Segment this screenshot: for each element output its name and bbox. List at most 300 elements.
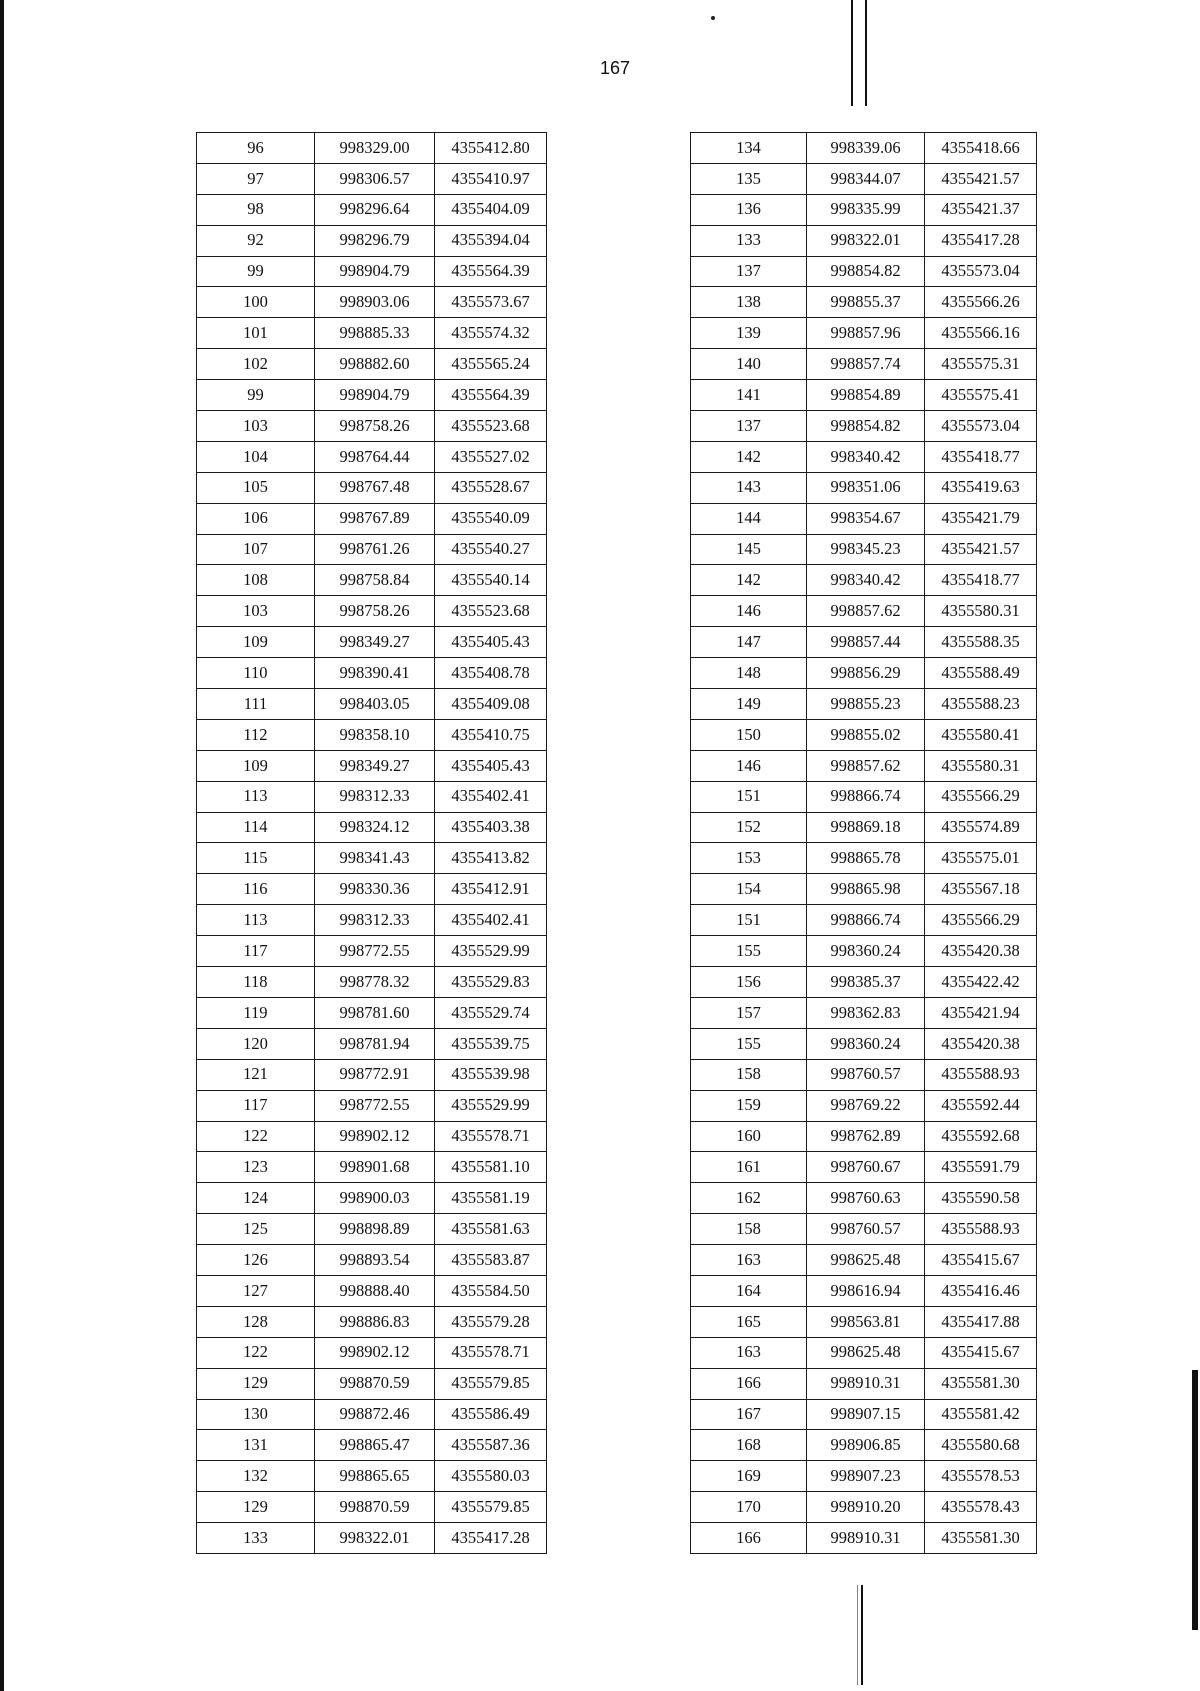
x-coordinate-cell: 998322.01	[807, 225, 925, 256]
x-coordinate-cell: 998322.01	[315, 1523, 435, 1554]
y-coordinate-cell: 4355591.79	[925, 1152, 1037, 1183]
y-coordinate-cell: 4355417.28	[435, 1523, 547, 1554]
point-id-cell: 142	[691, 565, 807, 596]
point-id-cell: 146	[691, 596, 807, 627]
point-id-cell: 101	[197, 318, 315, 349]
table-row	[197, 1059, 547, 1090]
table-row	[197, 503, 547, 534]
point-id-cell: 142	[691, 441, 807, 472]
y-coordinate-cell: 4355394.04	[435, 225, 547, 256]
point-id-cell: 127	[197, 1275, 315, 1306]
table-row	[691, 596, 1037, 627]
table-row	[691, 503, 1037, 534]
x-coordinate-cell: 998904.79	[315, 256, 435, 287]
point-id-cell: 130	[197, 1399, 315, 1430]
y-coordinate-cell: 4355416.46	[925, 1275, 1037, 1306]
x-coordinate-cell: 998781.94	[315, 1028, 435, 1059]
x-coordinate-cell: 998351.06	[807, 472, 925, 503]
table-row	[691, 627, 1037, 658]
table-row	[197, 812, 547, 843]
point-id-cell: 108	[197, 565, 315, 596]
y-coordinate-cell: 4355402.41	[435, 781, 547, 812]
point-id-cell: 145	[691, 534, 807, 565]
y-coordinate-cell: 4355578.71	[435, 1121, 547, 1152]
y-coordinate-cell: 4355581.30	[925, 1523, 1037, 1554]
x-coordinate-cell: 998885.33	[315, 318, 435, 349]
point-id-cell: 117	[197, 936, 315, 967]
table-row	[691, 194, 1037, 225]
table-row	[197, 874, 547, 905]
point-id-cell: 92	[197, 225, 315, 256]
x-coordinate-cell: 998856.29	[807, 658, 925, 689]
table-row	[691, 1492, 1037, 1523]
table-row	[691, 565, 1037, 596]
x-coordinate-cell: 998900.03	[315, 1183, 435, 1214]
point-id-cell: 97	[197, 163, 315, 194]
y-coordinate-cell: 4355564.39	[435, 256, 547, 287]
point-id-cell: 161	[691, 1152, 807, 1183]
table-row	[197, 596, 547, 627]
y-coordinate-cell: 4355588.49	[925, 658, 1037, 689]
table-row	[691, 1183, 1037, 1214]
y-coordinate-cell: 4355579.28	[435, 1306, 547, 1337]
y-coordinate-cell: 4355581.42	[925, 1399, 1037, 1430]
point-id-cell: 135	[691, 163, 807, 194]
point-id-cell: 114	[197, 812, 315, 843]
y-coordinate-cell: 4355575.01	[925, 843, 1037, 874]
point-id-cell: 169	[691, 1461, 807, 1492]
x-coordinate-cell: 998857.44	[807, 627, 925, 658]
table-row	[691, 658, 1037, 689]
y-coordinate-cell: 4355527.02	[435, 441, 547, 472]
table-row	[691, 380, 1037, 411]
table-row	[691, 1523, 1037, 1554]
y-coordinate-cell: 4355523.68	[435, 596, 547, 627]
x-coordinate-cell: 998781.60	[315, 997, 435, 1028]
point-id-cell: 167	[691, 1399, 807, 1430]
x-coordinate-cell: 998886.83	[315, 1306, 435, 1337]
table-row	[197, 1121, 547, 1152]
point-id-cell: 164	[691, 1275, 807, 1306]
y-coordinate-cell: 4355539.75	[435, 1028, 547, 1059]
y-coordinate-cell: 4355580.41	[925, 719, 1037, 750]
table-row	[197, 380, 547, 411]
table-row	[197, 225, 547, 256]
point-id-cell: 158	[691, 1214, 807, 1245]
y-coordinate-cell: 4355583.87	[435, 1245, 547, 1276]
point-id-cell: 163	[691, 1337, 807, 1368]
point-id-cell: 102	[197, 349, 315, 380]
x-coordinate-cell: 998758.26	[315, 411, 435, 442]
table-row	[691, 534, 1037, 565]
table-row	[691, 719, 1037, 750]
y-coordinate-cell: 4355418.66	[925, 133, 1037, 164]
x-coordinate-cell: 998762.89	[807, 1121, 925, 1152]
table-row	[197, 349, 547, 380]
point-id-cell: 109	[197, 750, 315, 781]
y-coordinate-cell: 4355575.41	[925, 380, 1037, 411]
table-row	[691, 1430, 1037, 1461]
x-coordinate-cell: 998866.74	[807, 781, 925, 812]
point-id-cell: 112	[197, 719, 315, 750]
x-coordinate-cell: 998901.68	[315, 1152, 435, 1183]
point-id-cell: 99	[197, 256, 315, 287]
y-coordinate-cell: 4355421.79	[925, 503, 1037, 534]
y-coordinate-cell: 4355410.75	[435, 719, 547, 750]
x-coordinate-cell: 998390.41	[315, 658, 435, 689]
scan-fold-line-bottom	[861, 1585, 863, 1685]
y-coordinate-cell: 4355564.39	[435, 380, 547, 411]
x-coordinate-cell: 998772.55	[315, 936, 435, 967]
y-coordinate-cell: 4355566.29	[925, 781, 1037, 812]
y-coordinate-cell: 4355405.43	[435, 750, 547, 781]
x-coordinate-cell: 998857.96	[807, 318, 925, 349]
y-coordinate-cell: 4355540.14	[435, 565, 547, 596]
y-coordinate-cell: 4355578.71	[435, 1337, 547, 1368]
point-id-cell: 121	[197, 1059, 315, 1090]
x-coordinate-cell: 998902.12	[315, 1337, 435, 1368]
point-id-cell: 146	[691, 750, 807, 781]
y-coordinate-cell: 4355405.43	[435, 627, 547, 658]
table-row	[197, 627, 547, 658]
point-id-cell: 157	[691, 997, 807, 1028]
point-id-cell: 137	[691, 256, 807, 287]
x-coordinate-cell: 998758.26	[315, 596, 435, 627]
table-row	[197, 936, 547, 967]
y-coordinate-cell: 4355529.83	[435, 967, 547, 998]
table-row	[691, 318, 1037, 349]
y-coordinate-cell: 4355523.68	[435, 411, 547, 442]
point-id-cell: 141	[691, 380, 807, 411]
point-id-cell: 99	[197, 380, 315, 411]
point-id-cell: 128	[197, 1306, 315, 1337]
y-coordinate-cell: 4355566.29	[925, 905, 1037, 936]
x-coordinate-cell: 998870.59	[315, 1492, 435, 1523]
y-coordinate-cell: 4355566.16	[925, 318, 1037, 349]
table-row	[197, 750, 547, 781]
point-id-cell: 158	[691, 1059, 807, 1090]
point-id-cell: 132	[197, 1461, 315, 1492]
table-row	[197, 689, 547, 720]
x-coordinate-cell: 998625.48	[807, 1245, 925, 1276]
y-coordinate-cell: 4355413.82	[435, 843, 547, 874]
x-coordinate-cell: 998855.23	[807, 689, 925, 720]
table-row	[197, 1214, 547, 1245]
y-coordinate-cell: 4355402.41	[435, 905, 547, 936]
x-coordinate-cell: 998403.05	[315, 689, 435, 720]
y-coordinate-cell: 4355417.88	[925, 1306, 1037, 1337]
x-coordinate-cell: 998312.33	[315, 781, 435, 812]
x-coordinate-cell: 998341.43	[315, 843, 435, 874]
x-coordinate-cell: 998329.00	[315, 133, 435, 164]
y-coordinate-cell: 4355581.19	[435, 1183, 547, 1214]
y-coordinate-cell: 4355581.30	[925, 1368, 1037, 1399]
point-id-cell: 151	[691, 905, 807, 936]
table-row	[197, 719, 547, 750]
y-coordinate-cell: 4355588.93	[925, 1059, 1037, 1090]
coordinates-table-left	[196, 132, 547, 1554]
point-id-cell: 105	[197, 472, 315, 503]
x-coordinate-cell: 998767.89	[315, 503, 435, 534]
y-coordinate-cell: 4355579.85	[435, 1492, 547, 1523]
x-coordinate-cell: 998854.89	[807, 380, 925, 411]
x-coordinate-cell: 998340.42	[807, 441, 925, 472]
point-id-cell: 106	[197, 503, 315, 534]
x-coordinate-cell: 998335.99	[807, 194, 925, 225]
table-row	[691, 441, 1037, 472]
table-row	[197, 1275, 547, 1306]
x-coordinate-cell: 998865.47	[315, 1430, 435, 1461]
table-row	[691, 472, 1037, 503]
x-coordinate-cell: 998855.37	[807, 287, 925, 318]
table-row	[197, 287, 547, 318]
point-id-cell: 113	[197, 905, 315, 936]
table-row	[691, 349, 1037, 380]
table-row	[197, 967, 547, 998]
x-coordinate-cell: 998855.02	[807, 719, 925, 750]
point-id-cell: 143	[691, 472, 807, 503]
scan-fold-line-top	[851, 0, 853, 106]
y-coordinate-cell: 4355419.63	[925, 472, 1037, 503]
y-coordinate-cell: 4355421.57	[925, 534, 1037, 565]
y-coordinate-cell: 4355580.03	[435, 1461, 547, 1492]
point-id-cell: 118	[197, 967, 315, 998]
table-row	[691, 689, 1037, 720]
table-row	[197, 1152, 547, 1183]
point-id-cell: 165	[691, 1306, 807, 1337]
y-coordinate-cell: 4355410.97	[435, 163, 547, 194]
x-coordinate-cell: 998907.23	[807, 1461, 925, 1492]
point-id-cell: 119	[197, 997, 315, 1028]
x-coordinate-cell: 998330.36	[315, 874, 435, 905]
table-row	[691, 905, 1037, 936]
point-id-cell: 110	[197, 658, 315, 689]
table-row	[197, 534, 547, 565]
table-row	[691, 812, 1037, 843]
y-coordinate-cell: 4355587.36	[435, 1430, 547, 1461]
table-row	[691, 1152, 1037, 1183]
y-coordinate-cell: 4355573.04	[925, 411, 1037, 442]
point-id-cell: 96	[197, 133, 315, 164]
scan-fold-line-bottom-2	[857, 1585, 858, 1685]
point-id-cell: 138	[691, 287, 807, 318]
point-id-cell: 111	[197, 689, 315, 720]
table-row	[197, 658, 547, 689]
point-id-cell: 107	[197, 534, 315, 565]
y-coordinate-cell: 4355590.58	[925, 1183, 1037, 1214]
table-row	[691, 997, 1037, 1028]
y-coordinate-cell: 4355565.24	[435, 349, 547, 380]
point-id-cell: 148	[691, 658, 807, 689]
point-id-cell: 140	[691, 349, 807, 380]
y-coordinate-cell: 4355403.38	[435, 812, 547, 843]
x-coordinate-cell: 998625.48	[807, 1337, 925, 1368]
y-coordinate-cell: 4355404.09	[435, 194, 547, 225]
x-coordinate-cell: 998893.54	[315, 1245, 435, 1276]
x-coordinate-cell: 998360.24	[807, 1028, 925, 1059]
table-row	[691, 750, 1037, 781]
x-coordinate-cell: 998767.48	[315, 472, 435, 503]
point-id-cell: 104	[197, 441, 315, 472]
table-row	[197, 411, 547, 442]
y-coordinate-cell: 4355566.26	[925, 287, 1037, 318]
table-row	[691, 1121, 1037, 1152]
point-id-cell: 98	[197, 194, 315, 225]
x-coordinate-cell: 998865.65	[315, 1461, 435, 1492]
x-coordinate-cell: 998870.59	[315, 1368, 435, 1399]
y-coordinate-cell: 4355418.77	[925, 565, 1037, 596]
table-row	[197, 1337, 547, 1368]
table-row	[197, 318, 547, 349]
y-coordinate-cell: 4355421.94	[925, 997, 1037, 1028]
table-row	[197, 472, 547, 503]
y-coordinate-cell: 4355588.35	[925, 627, 1037, 658]
x-coordinate-cell: 998902.12	[315, 1121, 435, 1152]
y-coordinate-cell: 4355409.08	[435, 689, 547, 720]
point-id-cell: 166	[691, 1523, 807, 1554]
coordinates-table-right	[690, 132, 1037, 1554]
point-id-cell: 166	[691, 1368, 807, 1399]
coordinates-table-right-body	[691, 133, 1037, 1554]
y-coordinate-cell: 4355586.49	[435, 1399, 547, 1430]
x-coordinate-cell: 998857.74	[807, 349, 925, 380]
point-id-cell: 129	[197, 1368, 315, 1399]
scan-fold-line-top-2	[865, 0, 867, 106]
y-coordinate-cell: 4355540.09	[435, 503, 547, 534]
x-coordinate-cell: 998761.26	[315, 534, 435, 565]
table-row	[691, 1245, 1037, 1276]
y-coordinate-cell: 4355408.78	[435, 658, 547, 689]
y-coordinate-cell: 4355584.50	[435, 1275, 547, 1306]
x-coordinate-cell: 998345.23	[807, 534, 925, 565]
point-id-cell: 149	[691, 689, 807, 720]
point-id-cell: 124	[197, 1183, 315, 1214]
point-id-cell: 122	[197, 1337, 315, 1368]
y-coordinate-cell: 4355580.31	[925, 596, 1037, 627]
x-coordinate-cell: 998910.31	[807, 1523, 925, 1554]
table-row	[691, 874, 1037, 905]
table-row	[197, 133, 547, 164]
y-coordinate-cell: 4355581.10	[435, 1152, 547, 1183]
x-coordinate-cell: 998760.67	[807, 1152, 925, 1183]
point-id-cell: 152	[691, 812, 807, 843]
x-coordinate-cell: 998349.27	[315, 750, 435, 781]
x-coordinate-cell: 998354.67	[807, 503, 925, 534]
y-coordinate-cell: 4355573.67	[435, 287, 547, 318]
table-row	[691, 1337, 1037, 1368]
y-coordinate-cell: 4355581.63	[435, 1214, 547, 1245]
y-coordinate-cell: 4355421.57	[925, 163, 1037, 194]
x-coordinate-cell: 998857.62	[807, 596, 925, 627]
table-row	[691, 133, 1037, 164]
y-coordinate-cell: 4355539.98	[435, 1059, 547, 1090]
table-row	[197, 1430, 547, 1461]
table-row	[691, 1028, 1037, 1059]
point-id-cell: 168	[691, 1430, 807, 1461]
x-coordinate-cell: 998904.79	[315, 380, 435, 411]
y-coordinate-cell: 4355418.77	[925, 441, 1037, 472]
x-coordinate-cell: 998362.83	[807, 997, 925, 1028]
x-coordinate-cell: 998772.91	[315, 1059, 435, 1090]
x-coordinate-cell: 998306.57	[315, 163, 435, 194]
x-coordinate-cell: 998772.55	[315, 1090, 435, 1121]
y-coordinate-cell: 4355529.99	[435, 1090, 547, 1121]
x-coordinate-cell: 998869.18	[807, 812, 925, 843]
y-coordinate-cell: 4355575.31	[925, 349, 1037, 380]
x-coordinate-cell: 998358.10	[315, 719, 435, 750]
point-id-cell: 153	[691, 843, 807, 874]
point-id-cell: 100	[197, 287, 315, 318]
y-coordinate-cell: 4355592.68	[925, 1121, 1037, 1152]
x-coordinate-cell: 998865.98	[807, 874, 925, 905]
x-coordinate-cell: 998888.40	[315, 1275, 435, 1306]
x-coordinate-cell: 998296.64	[315, 194, 435, 225]
x-coordinate-cell: 998616.94	[807, 1275, 925, 1306]
x-coordinate-cell: 998903.06	[315, 287, 435, 318]
x-coordinate-cell: 998872.46	[315, 1399, 435, 1430]
y-coordinate-cell: 4355422.42	[925, 967, 1037, 998]
point-id-cell: 109	[197, 627, 315, 658]
table-row	[691, 287, 1037, 318]
y-coordinate-cell: 4355578.53	[925, 1461, 1037, 1492]
table-row	[691, 1214, 1037, 1245]
table-row	[197, 843, 547, 874]
y-coordinate-cell: 4355588.23	[925, 689, 1037, 720]
point-id-cell: 103	[197, 411, 315, 442]
point-id-cell: 144	[691, 503, 807, 534]
point-id-cell: 160	[691, 1121, 807, 1152]
point-id-cell: 126	[197, 1245, 315, 1276]
coordinates-table-left-body	[197, 133, 547, 1554]
scan-right-edge	[1192, 1370, 1198, 1630]
x-coordinate-cell: 998758.84	[315, 565, 435, 596]
point-id-cell: 115	[197, 843, 315, 874]
point-id-cell: 155	[691, 1028, 807, 1059]
y-coordinate-cell: 4355580.31	[925, 750, 1037, 781]
x-coordinate-cell: 998907.15	[807, 1399, 925, 1430]
x-coordinate-cell: 998764.44	[315, 441, 435, 472]
y-coordinate-cell: 4355574.89	[925, 812, 1037, 843]
x-coordinate-cell: 998865.78	[807, 843, 925, 874]
point-id-cell: 134	[691, 133, 807, 164]
y-coordinate-cell: 4355574.32	[435, 318, 547, 349]
table-row	[197, 1461, 547, 1492]
y-coordinate-cell: 4355529.74	[435, 997, 547, 1028]
x-coordinate-cell: 998910.31	[807, 1368, 925, 1399]
point-id-cell: 147	[691, 627, 807, 658]
y-coordinate-cell: 4355578.43	[925, 1492, 1037, 1523]
y-coordinate-cell: 4355415.67	[925, 1245, 1037, 1276]
table-row	[197, 1492, 547, 1523]
point-id-cell: 120	[197, 1028, 315, 1059]
x-coordinate-cell: 998882.60	[315, 349, 435, 380]
table-row	[691, 256, 1037, 287]
table-row	[691, 1399, 1037, 1430]
x-coordinate-cell: 998910.20	[807, 1492, 925, 1523]
table-row	[197, 1028, 547, 1059]
table-row	[691, 1059, 1037, 1090]
y-coordinate-cell: 4355573.04	[925, 256, 1037, 287]
x-coordinate-cell: 998854.82	[807, 411, 925, 442]
table-row	[197, 1090, 547, 1121]
y-coordinate-cell: 4355592.44	[925, 1090, 1037, 1121]
table-row	[197, 1183, 547, 1214]
x-coordinate-cell: 998760.57	[807, 1214, 925, 1245]
y-coordinate-cell: 4355420.38	[925, 1028, 1037, 1059]
point-id-cell: 117	[197, 1090, 315, 1121]
y-coordinate-cell: 4355412.80	[435, 133, 547, 164]
table-row	[691, 843, 1037, 874]
